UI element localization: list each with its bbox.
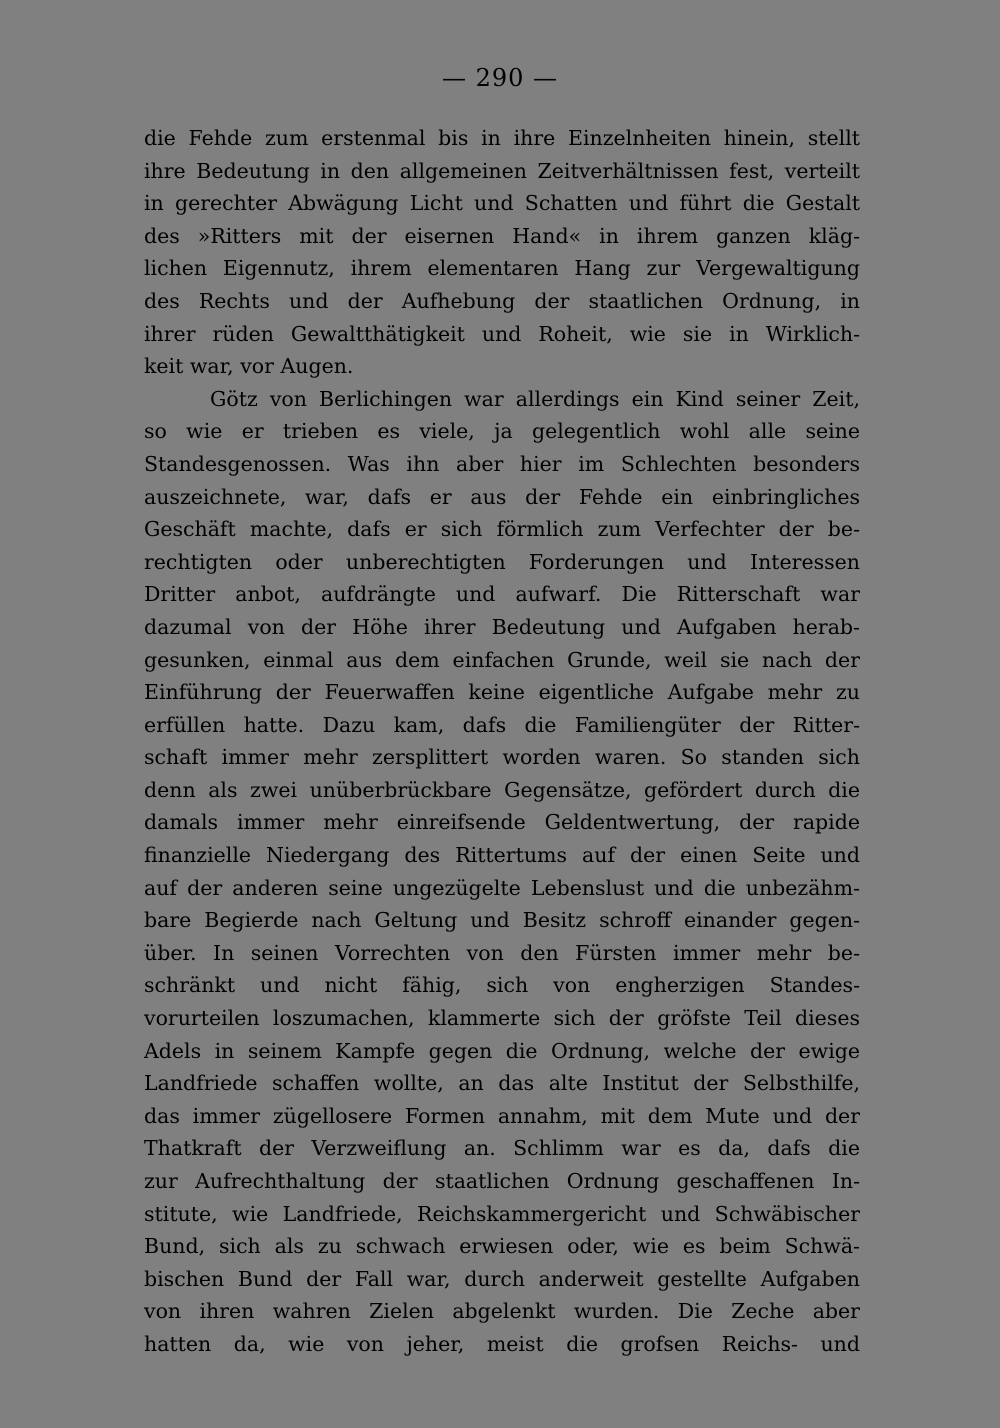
text-line: Einführung der Feuerwaffen keine eigentliche Aufgabe mehr zu [144,680,860,705]
text-line: lichen Eigennutz, ihrem elementaren Hang zur Vergewaltigung [144,256,860,281]
text-line: Götz von Berlichingen war allerdings ein Kind seiner Zeit, [210,386,860,411]
text-line: auszeichnete, war, dafs er aus der Fehde ein einbringliches [144,484,860,509]
body-text [144,122,860,1361]
text-line: finanzielle Niedergang des Rittertums auf der einen Seite und [144,843,860,868]
text-line: erfüllen hatte. Dazu kam, dafs die Familiengüter der Ritter- [144,712,860,737]
page-number: — 290 — [441,64,559,92]
text-line: Thatkraft der Verzweiflung an. Schlimm war es da, dafs die [144,1136,860,1161]
text-line: auf der anderen seine ungezügelte Lebenslust und die unbezähm- [144,875,860,900]
text-line: dazumal von der Höhe ihrer Bedeutung und Aufgaben herab- [144,614,860,639]
text-line: gesunken, einmal aus dem einfachen Grunde, weil sie nach der [144,647,860,672]
text-line: Adels in seinem Kampfe gegen die Ordnung, welche der ewige [144,1038,860,1063]
text-line: des »Ritters mit der eisernen Hand« in ihrem ganzen kläg- [144,223,860,248]
text-line: die Fehde zum erstenmal bis in ihre Einzelnheiten hinein, stellt [144,126,860,150]
text-line: vorurteilen loszumachen, klammerte sich der gröfste Teil dieses [144,1006,860,1031]
text-line: ihre Bedeutung in den allgemeinen Zeitverhältnissen fest, verteilt [144,158,860,183]
text-line: zur Aufrechthaltung der staatlichen Ordnung geschaffenen In- [144,1169,860,1193]
text-line: schränkt und nicht fähig, sich von engherzigen Standes- [144,973,860,998]
text-line: rechtigten oder unberechtigten Forderungen und Interessen [144,549,860,574]
text-line: über. In seinen Vorrechten von den Fürsten immer mehr be- [144,940,860,965]
text-line: Standesgenossen. Was ihn aber hier im Schlechten besonders [144,451,860,476]
text-line: ihrer rüden Gewaltthätigkeit und Roheit, wie sie in Wirklich- [144,321,860,346]
text-line: denn als zwei unüberbrückbare Gegensätze, gefördert durch die [144,777,860,802]
text-line: des Rechts und der Aufhebung der staatlichen Ordnung, in [144,288,860,313]
text-line: Bund, sich als zu schwach erwiesen oder, wie es beim Schwä- [144,1234,860,1259]
text-line: von ihren wahren Zielen abgelenkt wurden. Die Zeche aber [144,1299,860,1324]
text-line: stitute, wie Landfriede, Reichskammergericht und Schwäbischer [144,1201,860,1226]
text-line: bischen Bund der Fall war, durch anderweit gestellte Aufgaben [144,1266,860,1291]
text-line: Geschäft machte, dafs er sich förmlich zum Verfechter der be- [144,517,860,542]
text-line: damals immer mehr einreifsende Geldentwertung, der rapide [144,810,860,835]
text-line: schaft immer mehr zersplittert worden waren. So standen sich [144,745,860,770]
text-line: Dritter anbot, aufdrängte und aufwarf. Die Ritterschaft war [144,582,860,607]
text-line: hatten da, wie von jeher, meist die grofsen Reichs- und [144,1331,860,1356]
text-line: so wie er trieben es viele, ja gelegentlich wohl alle seine [144,419,860,444]
text-line: in gerechter Abwägung Licht und Schatten und führt die Gestalt [144,191,860,216]
text-line: das immer zügellosere Formen annahm, mit dem Mute und der [144,1103,860,1128]
text-line: Landfriede schaffen wollte, an das alte Institut der Selbsthilfe, [144,1071,860,1096]
text-line: bare Begierde nach Geltung und Besitz schroff einander gegen- [144,908,860,933]
text-line: keit war, vor Augen. [144,354,354,379]
